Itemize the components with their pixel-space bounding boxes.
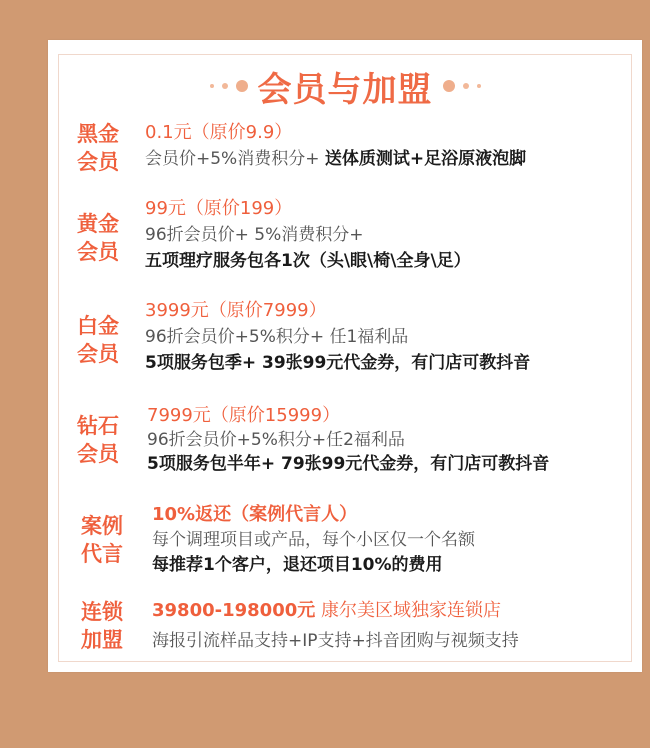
tier-benefits: 96折会员价+5%积分+任2福利品: [147, 430, 405, 450]
dot-icon: [463, 83, 469, 89]
tier-label: 黑金 会员: [77, 122, 119, 174]
tier-services: 五项理疗服务包各1次（头\眼\椅\全身\足）: [145, 251, 471, 271]
tier-benefits: 96折会员价+5%积分+ 任1福利品: [145, 327, 409, 347]
tier-price-line: 0.1元（原价9.9）: [145, 122, 293, 143]
tier-details: [145, 120, 526, 172]
tier-benefits: 每个调理项目或产品，每个小区仅一个名额: [152, 530, 475, 550]
tier-label: 案例 代言: [81, 514, 123, 566]
title-row: [48, 66, 642, 110]
tier-benefits: 会员价+5%消费积分+ 送体质测试+足浴原液泡脚: [145, 149, 527, 169]
tier-benefits: 96折会员价+ 5%消费积分+: [145, 225, 364, 245]
dot-icon: [443, 80, 455, 92]
page-title: 会员与加盟: [257, 69, 433, 110]
tier-price-line: 39800-198000元 康尔美区域独家连锁店: [152, 600, 501, 621]
tier-price-line: 99元（原价199）: [145, 198, 293, 219]
tier-details: [147, 404, 549, 476]
tier-services: 每推荐1个客户，退还项目10%的费用: [152, 555, 443, 575]
dot-icon: [477, 84, 481, 88]
tier-benefits: 海报引流样品支持+IP支持+抖音团购与视频支持: [152, 631, 519, 651]
dot-icon: [210, 84, 214, 88]
tier-services: 5项服务包半年+ 79张99元代金券，有门店可教抖音: [147, 454, 550, 474]
tier-price-line: 10%返还（案例代言人）: [152, 504, 358, 525]
tier-price-line: 3999元（原价7999）: [145, 300, 327, 321]
tier-details: [145, 196, 471, 274]
tier-label: 钻石 会员: [77, 414, 119, 466]
right-decoration: [443, 80, 481, 92]
tier-label: 连锁 加盟: [81, 600, 123, 652]
dot-icon: [236, 80, 248, 92]
tier-details: [145, 298, 530, 376]
tier-details: [152, 596, 519, 656]
tier-services: 5项服务包季+ 39张99元代金券，有门店可教抖音: [145, 353, 531, 373]
tier-label: 黄金 会员: [77, 212, 119, 264]
left-decoration: [210, 80, 248, 92]
membership-card: [48, 40, 642, 672]
tier-label: 白金 会员: [77, 314, 119, 366]
tier-price-line: 7999元（原价15999）: [147, 405, 341, 426]
dot-icon: [222, 83, 228, 89]
tier-details: [152, 502, 475, 578]
